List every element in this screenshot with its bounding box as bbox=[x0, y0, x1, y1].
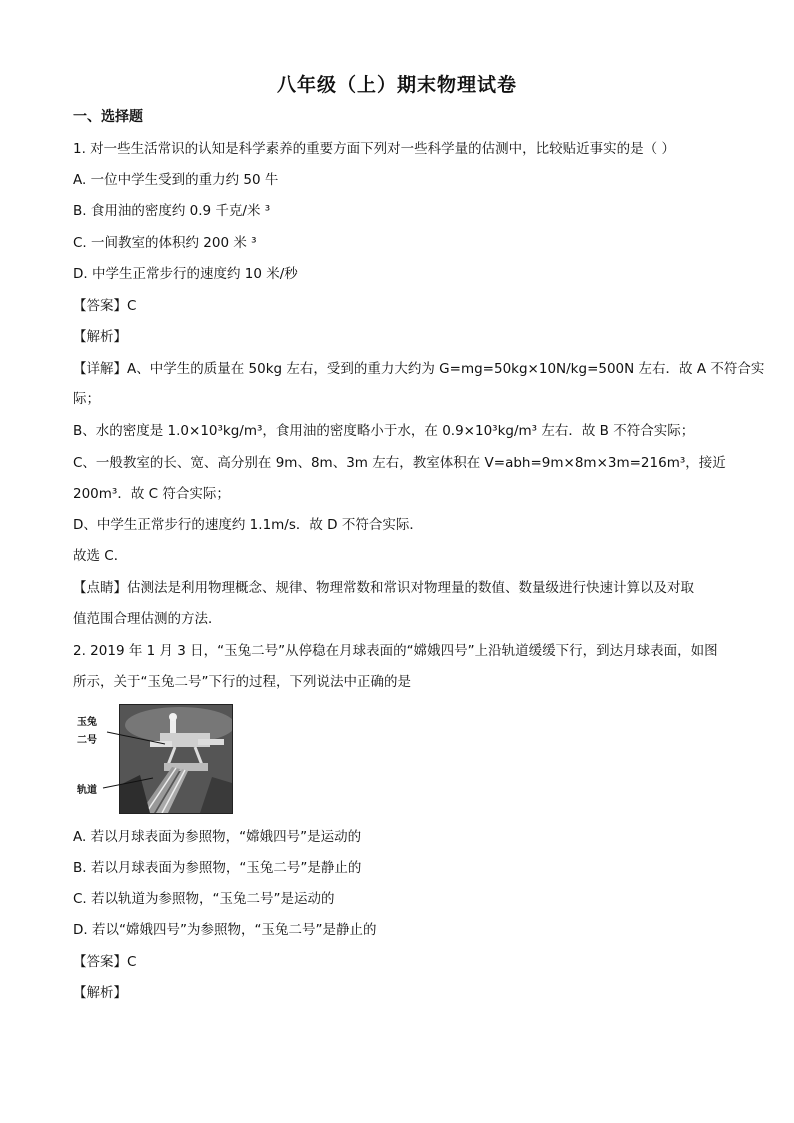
page-title: 八年级（上）期末物理试卷 bbox=[276, 74, 517, 96]
figure-label-erhao: 二号 bbox=[77, 735, 97, 746]
q1-detail-line: D、中学生正常步行的速度约 1.1m/s．故 D 不符合实际． bbox=[73, 517, 423, 533]
q2-analysis-tag: 【解析】 bbox=[73, 985, 127, 1001]
q1-option-d: D. 中学生正常步行的速度约 10 米/秒 bbox=[73, 266, 298, 282]
comment-tag: 【点睛】 bbox=[73, 580, 127, 596]
detail-tag: 【详解】 bbox=[73, 361, 127, 377]
figure-pointer-lines bbox=[73, 704, 235, 814]
q2-option-c: C. 若以轨道为参照物，“玉兔二号”是运动的 bbox=[73, 891, 335, 907]
q1-analysis-tag: 【解析】 bbox=[73, 329, 127, 345]
answer-tag: 【答案】 bbox=[73, 954, 127, 970]
figure-label-track: 轨道 bbox=[77, 785, 97, 796]
q2-stem-line: 所示，关于“玉兔二号”下行的过程，下列说法中正确的是 bbox=[73, 674, 411, 690]
q1-detail-line: 200m³．故 C 符合实际； bbox=[73, 486, 230, 502]
q2-stem-line: 2. 2019 年 1 月 3 日，“玉兔二号”从停稳在月球表面的“嫦娥四号”上沿轨道缓缓下行，到达月球表面，如图 bbox=[73, 643, 718, 659]
q1-comment-line: 值范围合理估测的方法． bbox=[73, 611, 222, 627]
q2-answer bbox=[73, 953, 136, 971]
q1-option-c: C. 一间教室的体积约 200 米 ³ bbox=[73, 235, 257, 251]
q2-option-d: D. 若以“嫦娥四号”为参照物，“玉兔二号”是静止的 bbox=[73, 922, 377, 938]
q1-detail-line: 际； bbox=[73, 391, 100, 407]
comment-text: 估测法是利用物理概念、规律、物理常数和常识对物理量的数值、数量级进行快速计算以及对取 bbox=[127, 580, 694, 596]
q2-figure bbox=[73, 704, 235, 814]
answer-value: C bbox=[127, 954, 137, 970]
answer-tag: 【答案】 bbox=[73, 298, 127, 314]
q1-detail-line: B、水的密度是 1.0×10³kg/m³，食用油的密度略小于水，在 0.9×10³kg/m³ 左右．故 B 不符合实际； bbox=[73, 423, 695, 439]
q1-comment-line bbox=[73, 579, 694, 597]
detail-text: A、中学生的质量在 50kg 左右，受到的重力大约为 G=mg=50kg×10N/kg=500N 左右．故 A 不符合实 bbox=[127, 361, 765, 377]
section-heading: 一、选择题 bbox=[73, 109, 143, 125]
q2-option-b: B. 若以月球表面为参照物，“玉兔二号”是静止的 bbox=[73, 860, 362, 876]
q1-detail-line: C、一般教室的长、宽、高分别在 9m、8m、3m 左右，教室体积在 V=abh=9m×8m×3m=216m³，接近 bbox=[73, 455, 726, 471]
q1-detail-line bbox=[73, 360, 764, 378]
q1-option-b: B. 食用油的密度约 0.9 千克/米 ³ bbox=[73, 203, 271, 219]
figure-label-yutu: 玉兔 bbox=[77, 717, 97, 728]
q1-conclusion: 故选 C． bbox=[73, 548, 128, 564]
q2-option-a: A. 若以月球表面为参照物，“嫦娥四号”是运动的 bbox=[73, 829, 362, 845]
q1-option-a: A. 一位中学生受到的重力约 50 牛 bbox=[73, 172, 279, 188]
answer-value: C bbox=[127, 298, 137, 314]
q1-stem: 1. 对一些生活常识的认知是科学素养的重要方面下列对一些科学量的估测中，比较贴近事实的是（ ） bbox=[73, 141, 675, 157]
q1-answer bbox=[73, 297, 136, 315]
